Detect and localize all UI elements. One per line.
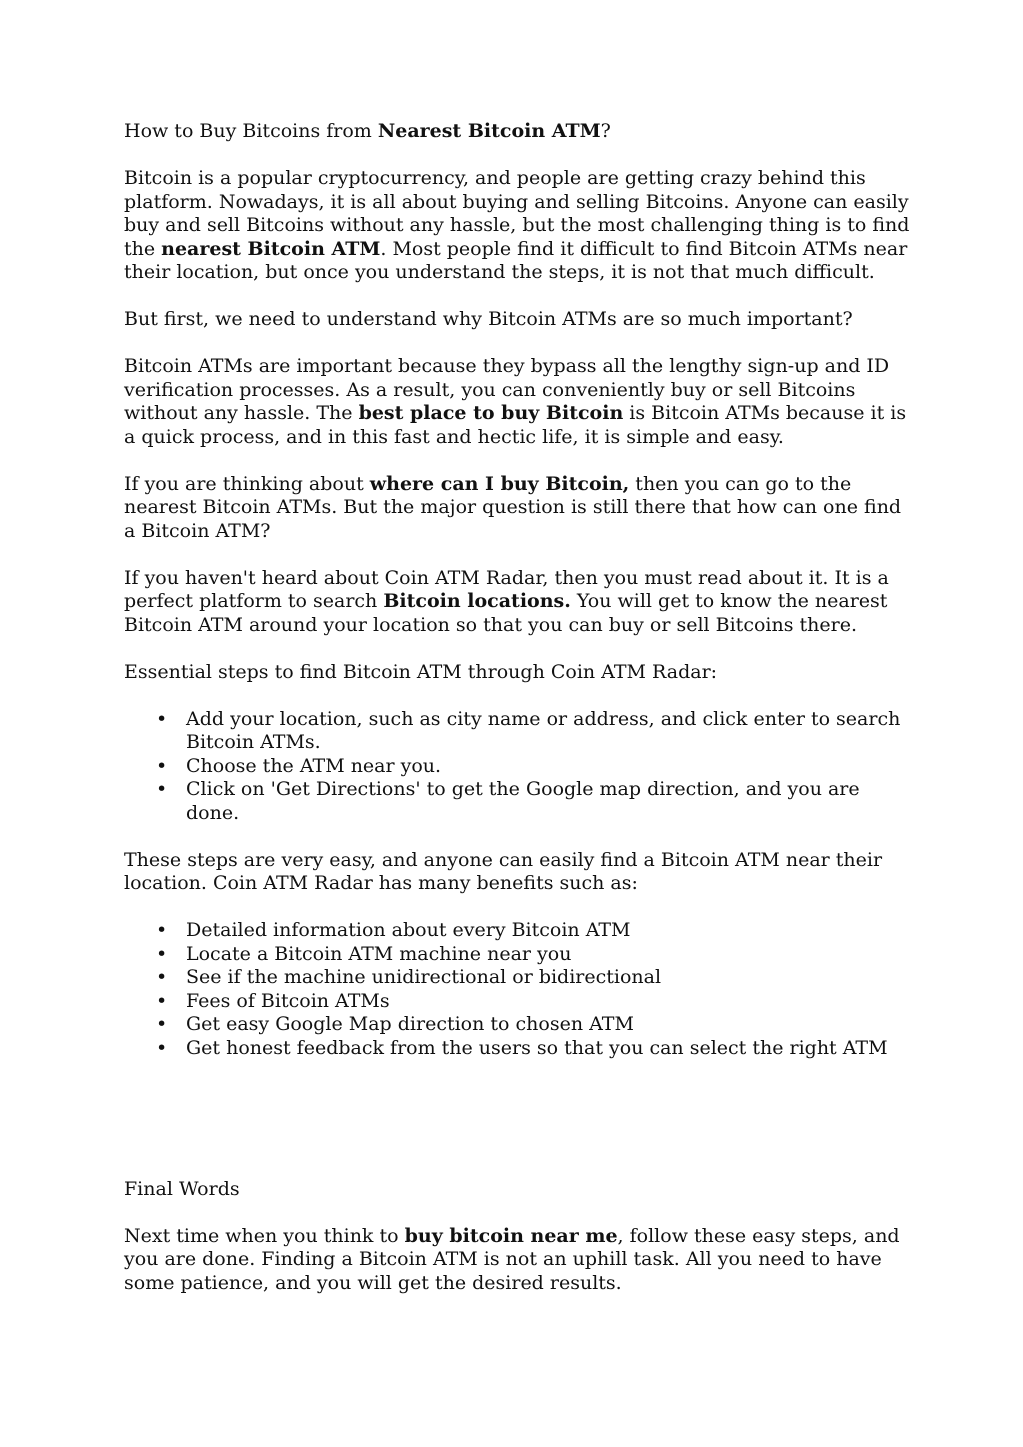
- list-item: • Click on 'Get Directions' to get the Google map direction, and you are done.: [186, 778, 914, 825]
- intro-paragraph: [124, 167, 914, 285]
- benefits-list: [124, 919, 914, 1060]
- list-item: • Locate a Bitcoin ATM machine near you: [186, 943, 914, 967]
- importance-end-text: is Bitcoin ATMs because it is a quick process, and in this fast and hectic life, it is simple and easy.: [124, 402, 907, 448]
- title-text: How to Buy Bitcoins from: [124, 120, 378, 142]
- radar-paragraph: [124, 567, 914, 638]
- steps-heading: Essential steps to find Bitcoin ATM through Coin ATM Radar:: [124, 660, 718, 683]
- final-end-text: , follow these easy steps, and you are done. Finding a Bitcoin ATM is not an uphill task. All you need to have some patience, and you will get the desired results.: [124, 1224, 900, 1294]
- benefits-intro-paragraph: These steps are very easy, and anyone can easily find a Bitcoin ATM near their location. Coin ATM Radar has many benefits such as:: [124, 848, 883, 894]
- radar-text: If you haven't heard about Coin ATM Radar, then you must read about it. It is a perfect platform to search: [124, 566, 889, 612]
- list-item: • Detailed information about every Bitcoin ATM: [186, 919, 914, 943]
- final-text: Next time when you think to: [124, 1224, 405, 1247]
- radar-end-text: You will get to know the nearest Bitcoin ATM around your location so that you can buy or sell Bitcoins there.: [124, 590, 888, 636]
- list-item: • Get easy Google Map direction to chosen ATM: [186, 1013, 914, 1037]
- steps-list: [124, 708, 914, 826]
- where-text: If you are thinking about: [124, 472, 370, 495]
- list-item: • Get honest feedback from the users so that you can select the right ATM: [186, 1037, 914, 1061]
- document-body: [124, 120, 914, 1319]
- intro-text: Bitcoin is a popular cryptocurrency, and people are getting crazy behind this platform. Nowadays, it is all about buying and selling Bitcoins. Anyone can easily buy and sell Bitcoins without any hassle, but the most challenging thing is to find the: [124, 167, 910, 260]
- importance-bold-text: best place to buy Bitcoin: [358, 402, 624, 424]
- title-paragraph: [124, 120, 914, 144]
- importance-text: Bitcoin ATMs are important because they bypass all the lengthy sign-up and ID verification processes. As a result, you can conveniently buy or sell Bitcoins without any hassle. The: [124, 355, 890, 424]
- radar-bold-text: Bitcoin locations.: [383, 590, 571, 612]
- importance-paragraph: [124, 355, 914, 449]
- where-bold-text: where can I buy Bitcoin,: [369, 472, 630, 495]
- final-bold-text: buy bitcoin near me: [404, 1224, 618, 1247]
- list-item: • Add your location, such as city name or address, and click enter to search Bitcoin ATMs.: [186, 708, 914, 755]
- intro-bold-text: nearest Bitcoin ATM: [161, 237, 381, 260]
- list-item: • Fees of Bitcoin ATMs: [186, 990, 914, 1014]
- where-paragraph: [124, 473, 914, 544]
- title-end-text: ?: [600, 120, 611, 142]
- list-item: • See if the machine unidirectional or bidirectional: [186, 966, 914, 990]
- final-heading: Final Words: [124, 1177, 240, 1200]
- why-question-paragraph: But first, we need to understand why Bitcoin ATMs are so much important?: [124, 308, 853, 330]
- final-paragraph: [124, 1225, 914, 1296]
- intro-end-text: . Most people find it difficult to find Bitcoin ATMs near their location, but once you understand the steps, it is not that much difficult.: [124, 237, 908, 283]
- title-bold-text: Nearest Bitcoin ATM: [377, 120, 601, 142]
- where-end-text: then you can go to the nearest Bitcoin ATMs. But the major question is still there that how can one find a Bitcoin ATM?: [124, 472, 902, 542]
- list-item: • Choose the ATM near you.: [186, 755, 914, 779]
- blank-spacer: [124, 1084, 914, 1178]
